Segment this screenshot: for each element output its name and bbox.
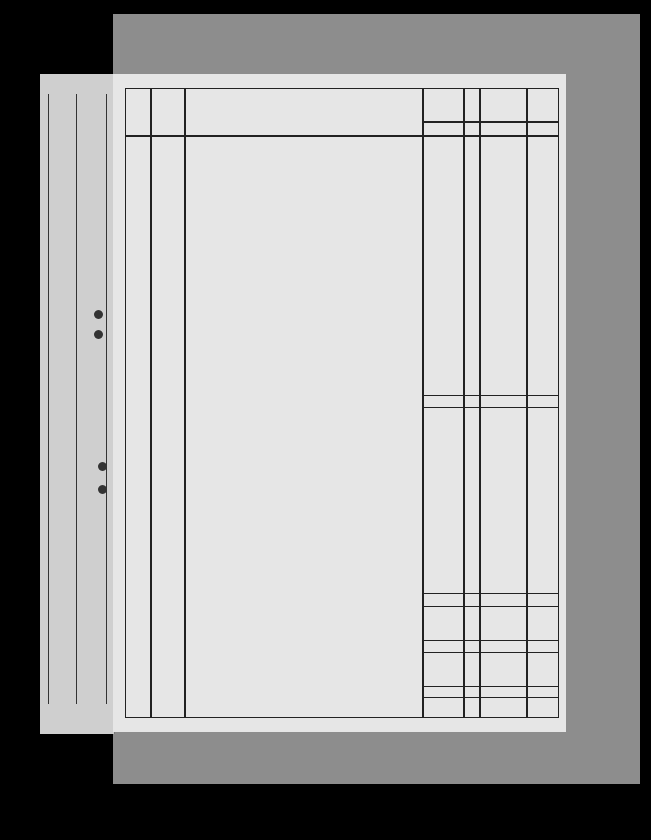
punch-hole	[94, 310, 103, 319]
sheet-rule	[48, 94, 49, 704]
sheet-rule	[106, 94, 107, 704]
sum-line	[422, 606, 558, 607]
document-page	[113, 74, 566, 732]
sum-line	[422, 593, 558, 594]
header-subline	[422, 121, 558, 123]
total-row	[126, 687, 558, 737]
sum-line	[422, 697, 558, 698]
underlying-sheet	[40, 74, 115, 734]
section-heading	[126, 434, 558, 464]
sum-line	[422, 395, 558, 396]
sum-line	[422, 407, 558, 408]
sum-line	[422, 686, 558, 687]
uebertrag-row	[126, 141, 558, 191]
punch-hole	[98, 485, 107, 494]
cost-table	[125, 88, 559, 718]
punch-hole	[94, 330, 103, 339]
punch-hole	[98, 462, 107, 471]
sum-line	[422, 652, 558, 653]
header-line	[126, 135, 558, 137]
sheet-rule	[76, 94, 77, 704]
